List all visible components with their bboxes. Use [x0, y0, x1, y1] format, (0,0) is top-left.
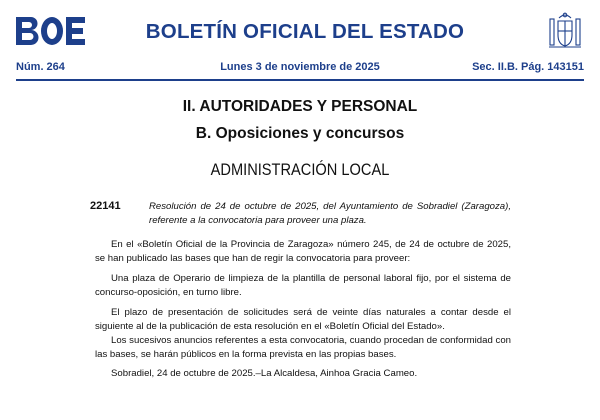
resolution-title: Resolución de 24 de octubre de 2025, del Ayuntamiento de Sobradiel (Zaragoza), referente a la convocatoria para proveer una plaza.: [149, 201, 511, 226]
masthead: [0, 0, 600, 58]
paragraph: Una plaza de Operario de limpieza de la plantilla de personal laboral fijo, por el sistema de concurso-oposición, en turno libre.: [95, 273, 511, 298]
signature-line: Sobradiel, 24 de octubre de 2025.–La Alcaldesa, Ainhoa Gracia Cameo.: [111, 368, 418, 379]
section-page: Sec. II.B. Pág. 143151: [472, 61, 584, 73]
journal-title: BOLETÍN OFICIAL DEL ESTADO: [145, 20, 465, 43]
issue-bar: [16, 55, 584, 81]
issue-number: Núm. 264: [16, 61, 65, 73]
subsection-heading: B. Oposiciones y concursos: [195, 125, 405, 142]
paragraph: Los sucesivos anuncios referentes a esta convocatoria, cuando procedan de conformidad con las bases, se harán públicos en la forma prevista en las propias bases.: [95, 335, 511, 360]
reference-number: 22141: [90, 200, 121, 212]
boe-logo: [16, 17, 86, 45]
paragraph: El plazo de presentación de solicitudes será de veinte días naturales a contar desde el siguiente al de la publicación de esta resolución en el «Boletín Oficial del Estado».: [95, 307, 511, 332]
issue-date: Lunes 3 de noviembre de 2025: [220, 61, 380, 73]
paragraph: En el «Boletín Oficial de la Provincia de Zaragoza» número 245, de 24 de octubre de 2025, se han publicado las bases que han de regir la convocatoria para proveer:: [95, 239, 511, 264]
category-heading: ADMINISTRACIÓN LOCAL: [210, 160, 390, 179]
section-heading: II. AUTORIDADES Y PERSONAL: [182, 98, 418, 115]
coat-of-arms-icon: [548, 11, 582, 51]
